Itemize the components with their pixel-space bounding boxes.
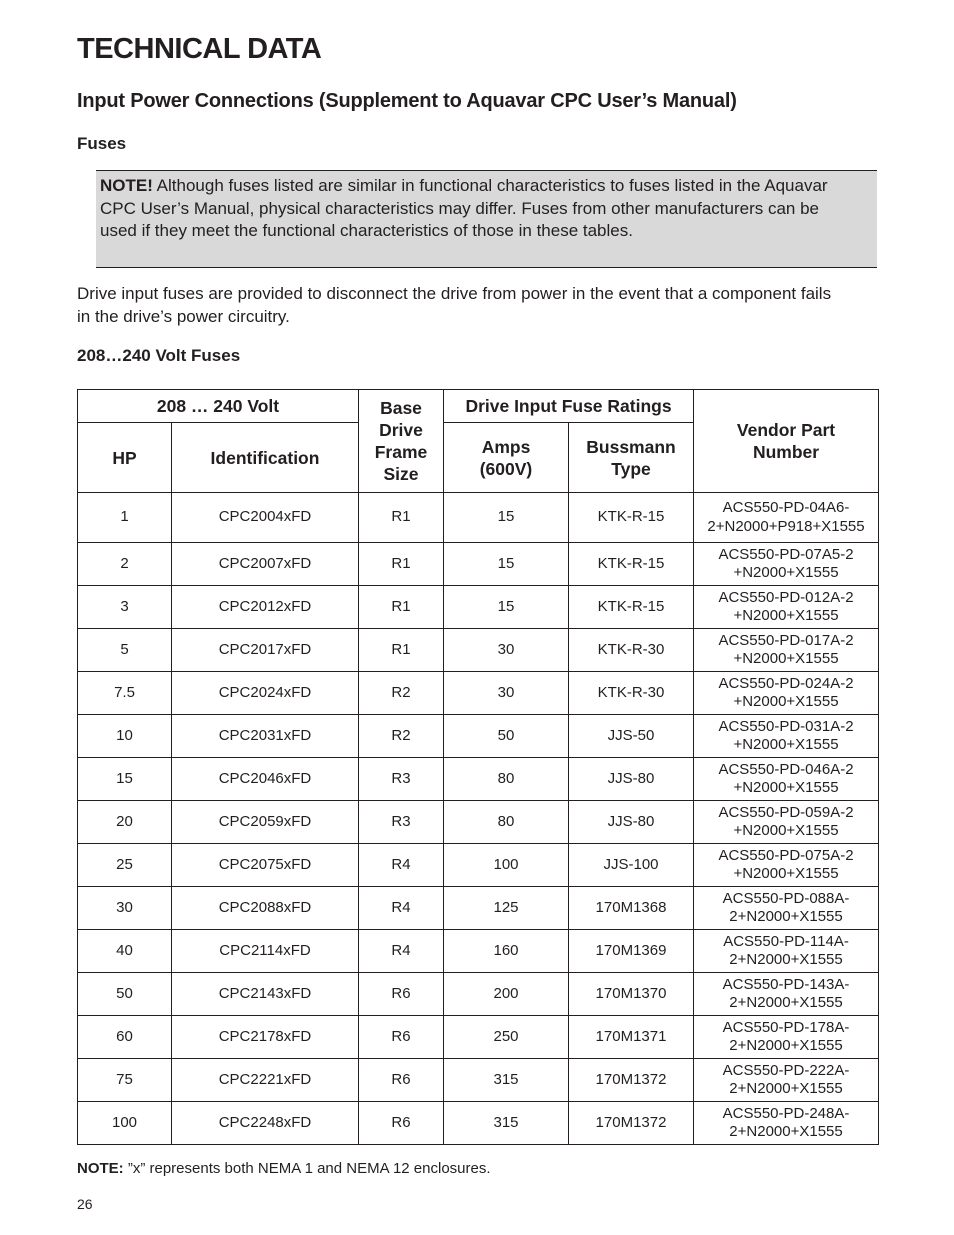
note-label: NOTE!: [100, 176, 153, 195]
cell-amps: 30: [444, 629, 569, 672]
cell-frame-size: R6: [359, 1102, 444, 1145]
header-amps: Amps (600V): [444, 423, 569, 493]
cell-identification: CPC2143xFD: [172, 973, 359, 1016]
cell-vendor-part: [694, 930, 879, 973]
table-row: [78, 1102, 879, 1145]
cell-frame-size: R6: [359, 1016, 444, 1059]
header-hp: HP: [78, 423, 172, 493]
table-row: [78, 1059, 879, 1102]
footnote-text: ”x” represents both NEMA 1 and NEMA 12 enclosures.: [123, 1160, 491, 1177]
header-vendor-part: Vendor Part Number: [694, 390, 879, 493]
note-body: Although fuses listed are similar in functional characteristics to fuses listed in the Aquavar CPC User’s Manual, physical characteristics may differ. Fuses from other manufacturers can be used if they meet the functional characteristics of those in these tables.: [100, 176, 828, 240]
vendor-part-line-1: ACS550-PD-088A-: [722, 889, 850, 907]
cell-vendor-part: [694, 801, 879, 844]
cell-bussmann-type: 170M1371: [569, 1016, 694, 1059]
cell-identification: CPC2046xFD: [172, 758, 359, 801]
cell-vendor-part: [694, 1059, 879, 1102]
table-row: [78, 629, 879, 672]
cell-amps: 80: [444, 758, 569, 801]
cell-identification: CPC2007xFD: [172, 543, 359, 586]
cell-amps: 30: [444, 672, 569, 715]
table-row: [78, 493, 879, 543]
vendor-part-line-2: +N2000+X1555: [733, 822, 839, 839]
table-row: [78, 715, 879, 758]
cell-bussmann-type: 170M1369: [569, 930, 694, 973]
cell-vendor-part: [694, 672, 879, 715]
header-frame-size: Base Drive Frame Size: [359, 390, 444, 493]
cell-bussmann-type: JJS-50: [569, 715, 694, 758]
cell-identification: CPC2221xFD: [172, 1059, 359, 1102]
header-bussmann-type: Bussmann Type: [569, 423, 694, 493]
cell-identification: CPC2024xFD: [172, 672, 359, 715]
vendor-part-line-2: 2+N2000+X1555: [729, 1123, 843, 1140]
cell-amps: 250: [444, 1016, 569, 1059]
cell-vendor-part: [694, 973, 879, 1016]
table-heading: 208…240 Volt Fuses: [77, 346, 241, 365]
cell-identification: CPC2114xFD: [172, 930, 359, 973]
vendor-part-line-1: ACS550-PD-04A6-: [722, 499, 850, 516]
table-row: [78, 844, 879, 887]
vendor-part-line-1: ACS550-PD-07A5-2: [718, 545, 854, 563]
header-voltage-group: 208 … 240 Volt: [78, 390, 359, 423]
vendor-part-line-1: ACS550-PD-248A-: [722, 1104, 850, 1122]
cell-identification: CPC2075xFD: [172, 844, 359, 887]
vendor-part-line-2: +N2000+X1555: [733, 736, 839, 753]
vendor-part-line-2: +N2000+X1555: [733, 693, 839, 710]
cell-amps: 50: [444, 715, 569, 758]
cell-vendor-part: [694, 758, 879, 801]
header-ratings-group: Drive Input Fuse Ratings: [444, 390, 694, 423]
vendor-part-line-1: ACS550-PD-017A-2: [718, 631, 854, 649]
fuse-table: [77, 389, 879, 1145]
cell-frame-size: R6: [359, 1059, 444, 1102]
cell-hp: 30: [78, 887, 172, 930]
cell-vendor-part: [694, 1102, 879, 1145]
vendor-part-line-1: ACS550-PD-012A-2: [718, 588, 854, 606]
cell-amps: 15: [444, 543, 569, 586]
cell-frame-size: R3: [359, 801, 444, 844]
cell-amps: 80: [444, 801, 569, 844]
cell-frame-size: R1: [359, 586, 444, 629]
cell-bussmann-type: KTK-R-15: [569, 543, 694, 586]
cell-hp: 5: [78, 629, 172, 672]
cell-vendor-part: [694, 629, 879, 672]
cell-amps: 15: [444, 493, 569, 543]
cell-bussmann-type: 170M1372: [569, 1102, 694, 1145]
cell-frame-size: R4: [359, 930, 444, 973]
intro-paragraph: Drive input fuses are provided to disconnect the drive from power in the event that a component fails in the drive’s power circuitry.: [77, 284, 832, 326]
cell-bussmann-type: KTK-R-15: [569, 493, 694, 543]
cell-frame-size: R1: [359, 629, 444, 672]
cell-hp: 60: [78, 1016, 172, 1059]
header-identification: Identification: [172, 423, 359, 493]
vendor-part-line-1: ACS550-PD-222A-: [722, 1061, 850, 1079]
cell-identification: CPC2248xFD: [172, 1102, 359, 1145]
vendor-part-line-2: 2+N2000+X1555: [729, 908, 843, 925]
cell-hp: 25: [78, 844, 172, 887]
section-title: Input Power Connections (Supplement to Aquavar CPC User’s Manual): [77, 90, 737, 112]
cell-hp: 7.5: [78, 672, 172, 715]
cell-amps: 315: [444, 1102, 569, 1145]
vendor-part-line-1: ACS550-PD-031A-2: [718, 717, 854, 735]
cell-vendor-part: [694, 543, 879, 586]
table-row: [78, 801, 879, 844]
cell-identification: CPC2059xFD: [172, 801, 359, 844]
note-box: [96, 170, 877, 268]
cell-hp: 50: [78, 973, 172, 1016]
cell-vendor-part: [694, 715, 879, 758]
cell-bussmann-type: 170M1370: [569, 973, 694, 1016]
vendor-part-line-2: 2+N2000+X1555: [729, 1037, 843, 1054]
cell-vendor-part: [694, 586, 879, 629]
vendor-part-line-2: +N2000+X1555: [733, 564, 839, 581]
cell-hp: 100: [78, 1102, 172, 1145]
table-row: [78, 1016, 879, 1059]
vendor-part-line-2: +N2000+X1555: [733, 779, 839, 796]
vendor-part-line-1: ACS550-PD-046A-2: [718, 760, 854, 778]
cell-frame-size: R4: [359, 844, 444, 887]
cell-hp: 3: [78, 586, 172, 629]
cell-hp: 2: [78, 543, 172, 586]
cell-frame-size: R4: [359, 887, 444, 930]
cell-identification: CPC2012xFD: [172, 586, 359, 629]
cell-amps: 125: [444, 887, 569, 930]
cell-bussmann-type: JJS-100: [569, 844, 694, 887]
cell-hp: 20: [78, 801, 172, 844]
cell-amps: 15: [444, 586, 569, 629]
cell-hp: 1: [78, 493, 172, 543]
page-title: TECHNICAL DATA: [77, 33, 322, 65]
cell-vendor-part: [694, 493, 879, 543]
vendor-part-line-1: ACS550-PD-143A-: [722, 975, 850, 993]
cell-identification: CPC2088xFD: [172, 887, 359, 930]
cell-bussmann-type: KTK-R-30: [569, 629, 694, 672]
vendor-part-line-2: +N2000+X1555: [733, 650, 839, 667]
table-row: [78, 930, 879, 973]
cell-identification: CPC2178xFD: [172, 1016, 359, 1059]
cell-bussmann-type: JJS-80: [569, 758, 694, 801]
cell-frame-size: R3: [359, 758, 444, 801]
vendor-part-line-1: ACS550-PD-114A-: [723, 932, 849, 950]
cell-hp: 15: [78, 758, 172, 801]
vendor-part-line-1: ACS550-PD-178A-: [722, 1018, 850, 1036]
table-body: [78, 493, 879, 1145]
cell-identification: CPC2031xFD: [172, 715, 359, 758]
cell-bussmann-type: 170M1372: [569, 1059, 694, 1102]
vendor-part-line-2: 2+N2000+X1555: [729, 1080, 843, 1097]
table-row: [78, 586, 879, 629]
cell-frame-size: R2: [359, 715, 444, 758]
cell-bussmann-type: 170M1368: [569, 887, 694, 930]
vendor-part-line-2: 2+N2000+P918+X1555: [707, 517, 865, 535]
note-text: [100, 175, 840, 243]
table-row: [78, 672, 879, 715]
vendor-part-line-2: 2+N2000+X1555: [729, 994, 843, 1011]
cell-vendor-part: [694, 844, 879, 887]
cell-identification: CPC2004xFD: [172, 493, 359, 543]
cell-vendor-part: [694, 1016, 879, 1059]
cell-frame-size: R1: [359, 543, 444, 586]
cell-hp: 75: [78, 1059, 172, 1102]
fuses-heading: Fuses: [77, 134, 127, 153]
cell-frame-size: R6: [359, 973, 444, 1016]
cell-amps: 100: [444, 844, 569, 887]
table-row: [78, 758, 879, 801]
table-row: [78, 973, 879, 1016]
cell-hp: 10: [78, 715, 172, 758]
vendor-part-line-2: 2+N2000+X1555: [729, 951, 843, 968]
cell-amps: 160: [444, 930, 569, 973]
cell-identification: CPC2017xFD: [172, 629, 359, 672]
vendor-part-line-2: +N2000+X1555: [733, 607, 839, 624]
vendor-part-line-1: ACS550-PD-075A-2: [718, 846, 854, 864]
footnote: [77, 1160, 491, 1177]
vendor-part-line-1: ACS550-PD-059A-2: [718, 803, 854, 821]
page-number: 26: [77, 1196, 93, 1212]
cell-hp: 40: [78, 930, 172, 973]
cell-frame-size: R2: [359, 672, 444, 715]
vendor-part-line-1: ACS550-PD-024A-2: [718, 674, 854, 692]
vendor-part-line-2: +N2000+X1555: [733, 865, 839, 882]
footnote-label: NOTE:: [77, 1160, 124, 1177]
table-row: [78, 543, 879, 586]
cell-bussmann-type: KTK-R-30: [569, 672, 694, 715]
cell-bussmann-type: JJS-80: [569, 801, 694, 844]
cell-frame-size: R1: [359, 493, 444, 543]
cell-amps: 315: [444, 1059, 569, 1102]
table-row: [78, 887, 879, 930]
cell-bussmann-type: KTK-R-15: [569, 586, 694, 629]
cell-amps: 200: [444, 973, 569, 1016]
cell-vendor-part: [694, 887, 879, 930]
